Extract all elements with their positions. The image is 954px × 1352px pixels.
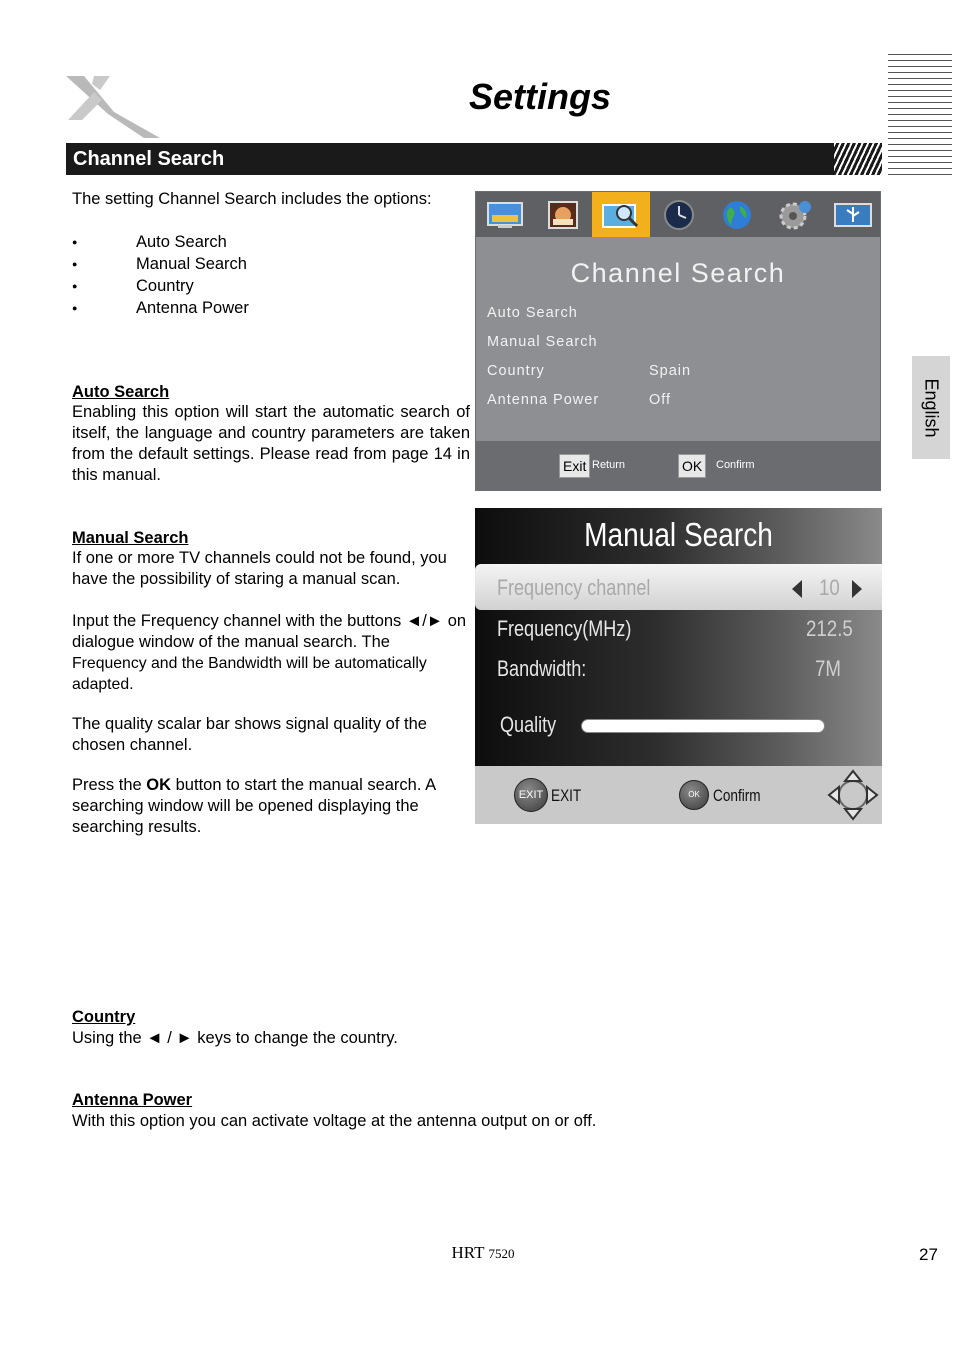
footer-model: [0, 1243, 954, 1263]
p4-text: Press the: [72, 776, 147, 794]
ok-button[interactable]: OK: [679, 780, 709, 810]
gear-icon[interactable]: [766, 192, 824, 237]
options-list: [72, 231, 249, 319]
auto-search-body: Enabling this option will start the automatic search of itself, the language and country parameters are taken from the default settings. Please read from page 14 in this manual.: [72, 403, 470, 484]
manual-search-p2b: Frequency and the Bandwidth will be automatically adapted.: [72, 655, 427, 693]
ok-key[interactable]: OK: [678, 454, 706, 478]
exit-button-label: EXIT: [551, 786, 582, 805]
bandwidth-label: Bandwidth:: [497, 656, 587, 681]
arrow-right-icon[interactable]: [852, 580, 862, 598]
quality-label: Quality: [500, 712, 557, 737]
cs-item-manual-search[interactable]: Manual Search: [487, 334, 598, 350]
ok-keyword: OK: [146, 776, 172, 794]
manual-search-screen: [475, 508, 882, 824]
menu-icon-bar: [476, 192, 880, 237]
quality-bar: [581, 719, 825, 733]
picture-icon[interactable]: [476, 192, 534, 237]
list-item: ● Antenna Power: [72, 297, 249, 319]
manual-search-p3: The quality scalar bar shows signal quality of the chosen channel.: [72, 715, 427, 754]
frequency-channel-label: Frequency channel: [497, 575, 651, 600]
ok-key-label: Confirm: [716, 459, 755, 471]
image-icon[interactable]: [534, 192, 592, 237]
usb-icon[interactable]: [824, 192, 882, 237]
manual-search-p4: [72, 775, 470, 838]
list-item: ● Manual Search: [72, 253, 249, 275]
auto-search-heading: Auto Search: [72, 383, 170, 401]
dpad-icon[interactable]: [827, 769, 879, 821]
bandwidth-value: 7M: [815, 656, 841, 681]
cs-item-country[interactable]: Country: [487, 363, 545, 379]
page-title: Settings: [468, 76, 611, 117]
cs-title: Channel Search: [570, 258, 786, 288]
ms-title: Manual Search: [584, 516, 773, 553]
ms-footer: [475, 766, 882, 824]
cs-footer: [476, 441, 880, 490]
cs-item-auto-search[interactable]: Auto Search: [487, 305, 578, 321]
decorative-stripes: [888, 54, 952, 180]
exit-key[interactable]: Exit: [559, 454, 590, 478]
country-body: Using the ◄ / ► keys to change the country.: [72, 1029, 398, 1047]
manual-search-p1: If one or more TV channels could not be found, you have the possibility of staring a manual scan.: [72, 549, 447, 588]
section-header: [66, 143, 882, 175]
p4-text-rest: button to start the manual search. A searching window will be opened displaying the searching results.: [72, 776, 436, 836]
search-icon[interactable]: [592, 192, 650, 237]
frequency-channel-value: 10: [819, 575, 840, 600]
list-item: ● Auto Search: [72, 231, 249, 253]
model-number: 7520: [488, 1246, 515, 1261]
model-name: HRT: [451, 1243, 485, 1262]
cs-country-value: Spain: [649, 363, 692, 379]
globe-icon[interactable]: [708, 192, 766, 237]
frequency-label: Frequency(MHz): [497, 616, 632, 641]
antenna-power-body: With this option you can activate voltage at the antenna output on or off.: [72, 1112, 597, 1130]
manual-search-heading: Manual Search: [72, 529, 189, 547]
section-hatch: [834, 143, 882, 175]
cs-item-antenna-power[interactable]: Antenna Power: [487, 392, 600, 408]
intro-text: The setting Channel Search includes the options:: [72, 190, 432, 208]
exit-key-label: Return: [592, 459, 626, 471]
channel-search-screen: [475, 191, 881, 491]
antenna-power-heading: Antenna Power: [72, 1091, 193, 1109]
section-title: Channel Search: [73, 148, 225, 170]
clock-icon[interactable]: [650, 192, 708, 237]
language-tab: [912, 356, 950, 459]
manual-search-p2a: Input the Frequency channel with the buttons ◄/► on dialogue window of the manual search. The: [72, 612, 467, 651]
exit-button[interactable]: EXIT: [514, 778, 548, 812]
list-item: ● Country: [72, 275, 249, 297]
arrow-left-icon[interactable]: [792, 580, 802, 598]
language-tab-label: English: [921, 377, 942, 438]
cs-antenna-power-value: Off: [649, 392, 672, 408]
confirm-label: Confirm: [713, 786, 761, 805]
page-number: 27: [919, 1245, 938, 1264]
country-heading: Country: [72, 1008, 136, 1026]
frequency-value: 212.5: [806, 616, 853, 641]
